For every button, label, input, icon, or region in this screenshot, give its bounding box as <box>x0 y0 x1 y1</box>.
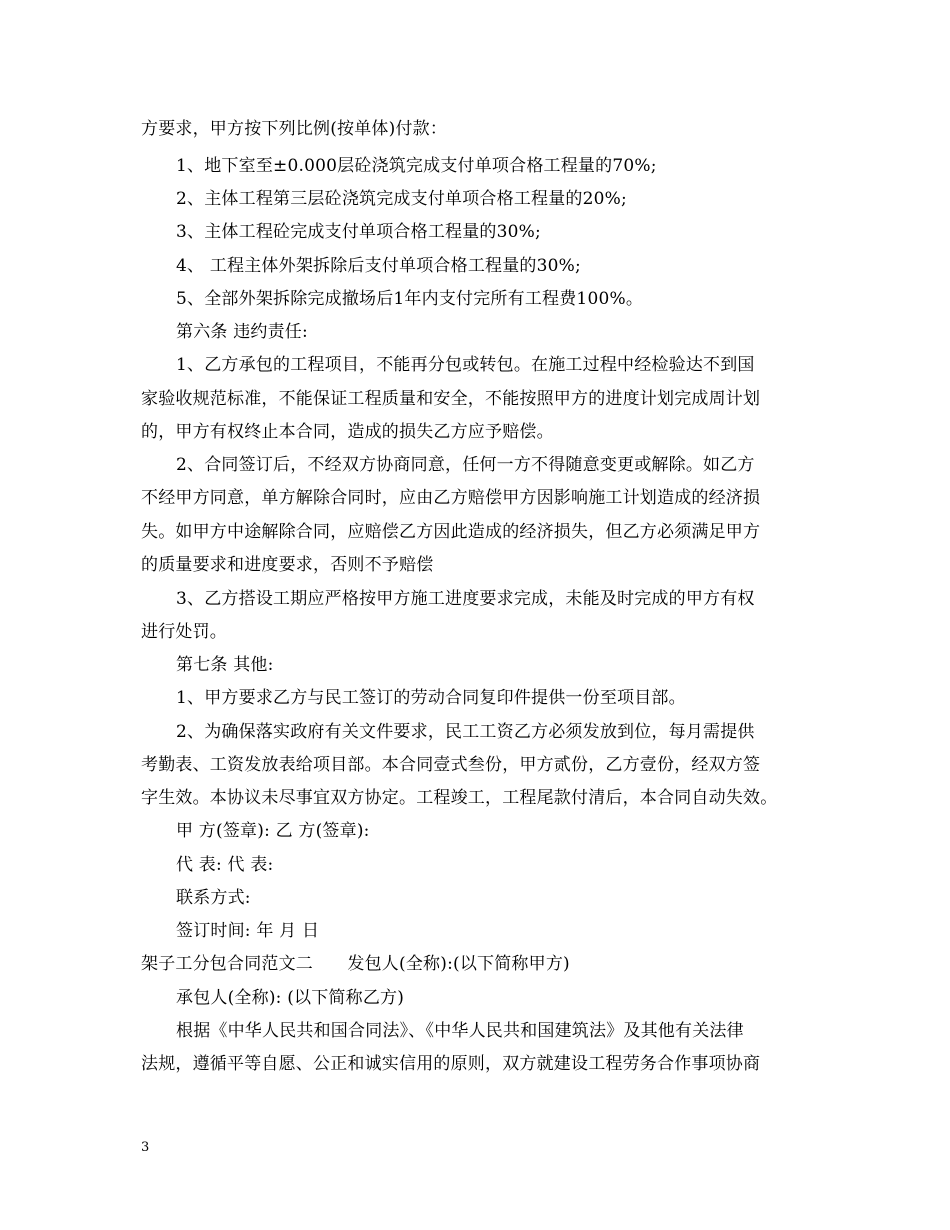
text-line: 承包人(全称): (以下简称乙方) <box>176 988 405 1008</box>
page-number: 3 <box>141 1140 150 1155</box>
date-line: 签订时间: 年 月 日 <box>176 921 320 941</box>
signature-line: 甲 方(签章): 乙 方(签章): <box>176 821 370 841</box>
text-line: 法规，遵循平等自愿、公正和诚实信用的原则，双方就建设工程劳务合作事项协商 <box>141 1054 761 1074</box>
section-heading: 第七条 其他: <box>176 655 274 675</box>
text-line: 方要求，甲方按下列比例(按单体)付款： <box>141 119 448 139</box>
contract-title: 架子工分包合同范文二 发包人(全称):(以下简称甲方) <box>141 954 570 974</box>
text-line: 的，甲方有权终止本合同，造成的损失乙方应予赔偿。 <box>141 422 554 442</box>
text-line: 2、为确保落实政府有关文件要求，民工工资乙方必须发放到位，每月需提供 <box>176 722 755 742</box>
text-line: 2、合同签订后，不经双方协商同意，任何一方不得随意变更或解除。如乙方 <box>176 455 755 475</box>
text-line: 1、地下室至±0.000层砼浇筑完成支付单项合格工程量的70%; <box>176 156 657 176</box>
section-heading: 第六条 违约责任: <box>176 322 308 342</box>
text-line: 进行处罚。 <box>141 622 227 642</box>
text-line: 2、主体工程第三层砼浇筑完成支付单项合格工程量的20%; <box>176 189 627 209</box>
text-line: 考勤表、工资发放表给项目部。本合同壹式叁份，甲方贰份，乙方壹份，经双方签 <box>141 755 761 775</box>
text-line: 家验收规范标准，不能保证工程质量和安全，不能按照甲方的进度计划完成周计划 <box>141 389 761 409</box>
text-line: 根据《中华人民共和国合同法》、《中华人民共和国建筑法》及其他有关法律 <box>176 1021 744 1041</box>
text-line: 失。如甲方中途解除合同，应赔偿乙方因此造成的经济损失，但乙方必须满足甲方 <box>141 522 761 542</box>
text-line: 3、乙方搭设工期应严格按甲方施工进度要求完成，未能及时完成的甲方有权 <box>176 589 755 609</box>
text-line: 5、全部外架拆除完成撤场后1年内支付完所有工程费100%。 <box>176 289 644 309</box>
text-line: 4、 工程主体外架拆除后支付单项合格工程量的30%; <box>176 256 581 276</box>
text-line: 3、主体工程砼完成支付单项合格工程量的30%; <box>176 222 541 242</box>
contact-line: 联系方式: <box>176 888 251 908</box>
text-line: 的质量要求和进度要求，否则不予赔偿 <box>141 555 434 575</box>
representative-line: 代 表: 代 表: <box>176 855 274 875</box>
text-line: 不经甲方同意，单方解除合同时，应由乙方赔偿甲方因影响施工计划造成的经济损 <box>141 488 761 508</box>
text-line: 1、乙方承包的工程项目，不能再分包或转包。在施工过程中经检验达不到国 <box>176 355 755 375</box>
text-line: 1、甲方要求乙方与民工签订的劳动合同复印件提供一份至项目部。 <box>176 688 686 708</box>
text-line: 字生效。本协议未尽事宜双方协定。工程竣工，工程尾款付清后，本合同自动失效。 <box>141 788 778 808</box>
